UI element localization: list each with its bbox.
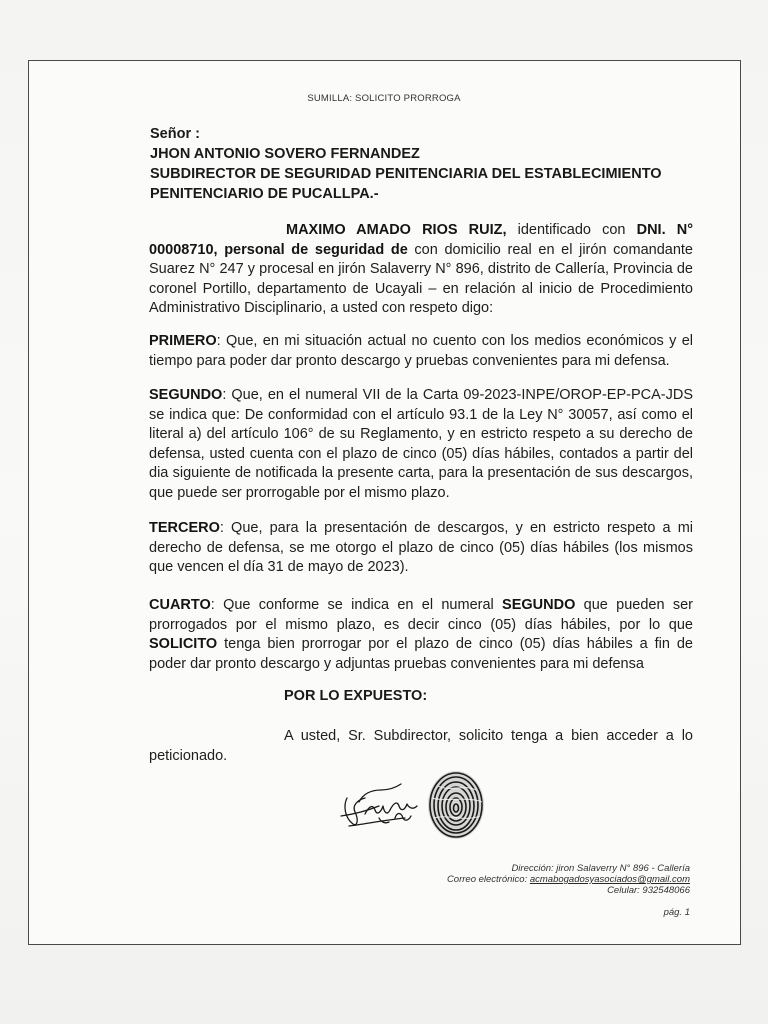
primero-paragraph xyxy=(149,332,693,371)
segundo-paragraph xyxy=(149,386,693,503)
footer-correo-line xyxy=(330,874,690,885)
signature-icon xyxy=(335,776,425,836)
addressee-position-line1: SUBDIRECTOR DE SEGURIDAD PENITENCIARIA DEL ESTABLECIMIENTO xyxy=(150,166,662,182)
cuarto-text-1: : Que conforme se indica en el numeral xyxy=(210,597,503,613)
addressee-block xyxy=(150,124,700,204)
segundo-label: SEGUNDO xyxy=(149,387,223,403)
fingerprint-icon xyxy=(424,768,488,842)
addressee-name: JHON ANTONIO SOVERO FERNANDEZ xyxy=(150,146,420,162)
primero-text: : Que, en mi situación actual no cuento con los medios económicos y el tiempo para poder dar pronto descargo y pruebas convenientes para mi defensa. xyxy=(149,333,693,369)
closing-line-2: peticionado. xyxy=(149,748,228,764)
salutation: Señor : xyxy=(150,126,200,142)
segundo-reference: SEGUNDO xyxy=(502,597,576,613)
intro-text-2: con domicilio real en el jirón comandante Suarez N° 247 y procesal en jirón Salaverry N° 896, distrito de Callería, Provincia de coronel Portillo, departamento de Ucayali – en relación al inicio de Procedimiento Administrativo Disciplinario, a usted con respeto digo: xyxy=(149,241,693,316)
sender-name: MAXIMO AMADO RIOS RUIZ, xyxy=(286,222,507,238)
footer-contact xyxy=(330,863,690,896)
closing-line-1: A usted, Sr. Subdirector, solicito tenga a bien acceder a lo xyxy=(284,728,693,744)
footer-correo-label: Correo electrónico: xyxy=(446,874,530,885)
dni-label: DNI. N° 00008710, personal de seguridad de xyxy=(149,222,693,258)
addressee-position-line2: PENITENCIARIO DE PUCALLPA.- xyxy=(150,186,379,202)
sumilla-header: SUMILLA: SOLICITO PRORROGA xyxy=(307,93,461,104)
solicito-keyword: SOLICITO xyxy=(149,636,218,652)
tercero-text: : Que, para la presentación de descargos, y en estricto respeto a mi derecho de defensa, se me otorgo el plazo de cinco (05) días hábiles (los mismos que vencen el día 31 de mayo de 2023). xyxy=(149,520,693,575)
tercero-paragraph xyxy=(149,519,693,578)
footer-direccion: Dirección: jiron Salaverry N° 896 - Callería xyxy=(511,863,690,874)
cuarto-text-2: que pueden ser prorrogados por el mismo plazo, es decir cinco (05) días hábiles, por lo que xyxy=(149,597,693,633)
footer-celular: Celular: 932548066 xyxy=(607,885,690,896)
closing-paragraph xyxy=(149,726,693,766)
por-lo-expuesto-heading: POR LO EXPUESTO: xyxy=(284,688,428,704)
intro-text-1: identificado con xyxy=(506,222,637,238)
footer-email-link[interactable]: acmabogadosyasociados@gmail.com xyxy=(529,874,690,885)
primero-label: PRIMERO xyxy=(149,333,217,349)
segundo-text: : Que, en el numeral VII de la Carta 09-2023-INPE/OROP-EP-PCA-JDS se indica que: De conformidad con el artículo 93.1 de la Ley N° 30057, así como el literal a) del artículo 106° de su Reglamento, y en estricto respeto a su derecho de defensa, usted cuenta con el plazo de cinco (05) días hábiles, contados a partir del dia siguiente de notificada la presente carta, para la presentación de sus descargos, que puede ser prorrogable por el mismo plazo. xyxy=(149,387,693,501)
page-number: pág. 1 xyxy=(663,907,690,918)
cuarto-paragraph xyxy=(149,596,693,674)
intro-paragraph xyxy=(149,221,693,319)
cuarto-label: CUARTO xyxy=(149,597,211,613)
tercero-label: TERCERO xyxy=(149,520,220,536)
cuarto-text-3: tenga bien prorrogar por el plazo de cinco (05) días hábiles a fin de poder dar pronto descargo y adjuntas pruebas convenientes para mi defensa xyxy=(149,636,693,672)
